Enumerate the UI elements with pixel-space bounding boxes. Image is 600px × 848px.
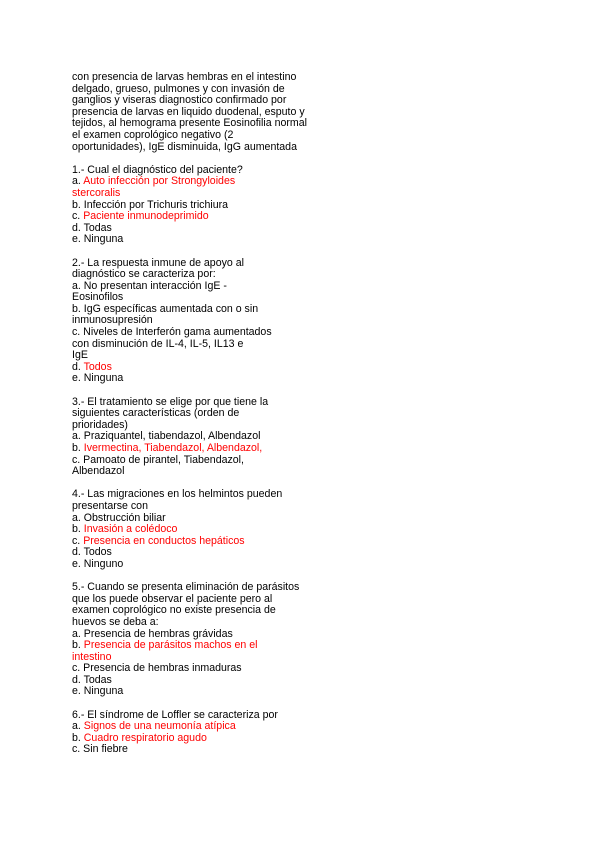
question-text: 5.- Cuando se presenta eliminación de parásitos <box>72 581 300 594</box>
question-text: 1.- Cual el diagnóstico del paciente? <box>72 163 243 176</box>
answer-option: diagnóstico se caracteriza por: <box>72 268 216 281</box>
answer-option: e. Ninguna <box>72 685 124 698</box>
case-description <box>72 72 334 153</box>
answer-option: a. Obstrucción biliar <box>72 511 166 524</box>
option-letter: c. <box>72 210 84 223</box>
question-text: 6.- El síndrome de Loffler se caracteriza por <box>72 708 278 721</box>
question-block <box>72 258 334 386</box>
question-text: 4.- Las migraciones en los helmintos pueden <box>72 488 283 501</box>
highlighted-answer: Invasión a colédoco <box>83 523 178 536</box>
answer-option-marked <box>72 211 334 223</box>
answer-option-marked: intestino <box>72 650 112 663</box>
question-block <box>72 710 334 756</box>
question-text: 2.- La respuesta inmune de apoyo al <box>72 256 244 269</box>
case-description-line: oportunidades), IgE disminuida, IgG aumentada <box>72 140 297 153</box>
case-description-line: presencia de larvas en liquido duodenal, esputo y <box>72 105 305 118</box>
answer-option: presentarse con <box>72 499 148 512</box>
highlighted-answer: Paciente inmunodeprimido <box>83 210 209 223</box>
option-letter: a. <box>72 720 84 733</box>
answer-option: e. Ninguna <box>72 233 124 246</box>
case-description-line: tejidos, al hemograma presente Eosinofilia normal <box>72 117 307 130</box>
question-text: 3.- El tratamiento se elige por que tiene la <box>72 395 269 408</box>
answer-option: c. Pamoato de pirantel, Tiabendazol, <box>72 453 244 466</box>
case-description-line: el examen coprológico negativo (2 <box>72 128 234 141</box>
highlighted-answer: Auto infección por Strongyloides <box>83 175 236 188</box>
highlighted-answer: Todos <box>83 360 112 373</box>
option-letter: a. <box>72 175 84 188</box>
answer-option: b. Infección por Trichuris trichiura <box>72 198 229 211</box>
highlighted-answer: Ivermectina, Tiabendazol, Albendazol, <box>83 442 263 454</box>
question-list <box>72 165 334 756</box>
answer-option: d. Todos <box>72 546 112 559</box>
answer-option: Albendazol <box>72 465 125 478</box>
option-letter: b. <box>72 523 84 536</box>
highlighted-answer: Presencia de parásitos machos en el <box>83 639 258 652</box>
highlighted-answer: Cuadro respiratorio agudo <box>83 731 207 744</box>
highlighted-answer: Presencia en conductos hepáticos <box>83 534 245 547</box>
case-description-line: ganglios y viseras diagnostico confirmado por <box>72 94 287 107</box>
answer-option: que los puede observar el paciente pero al <box>72 592 273 605</box>
answer-option: b. IgG específicas aumentada con o sin <box>72 302 259 315</box>
answer-option: d. Todas <box>72 221 112 234</box>
answer-option: a. No presentan interacción IgE - <box>72 279 227 292</box>
option-letter: b. <box>72 639 84 652</box>
answer-option: a. Presencia de hembras grávidas <box>72 627 233 640</box>
question-block <box>72 165 334 246</box>
answer-option: inmunosupresión <box>72 314 153 327</box>
answer-option: huevos se deba a: <box>72 615 159 628</box>
answer-option-marked <box>72 640 334 652</box>
answer-option: siguientes características (orden de <box>72 407 240 420</box>
option-letter: c. <box>72 534 84 547</box>
answer-option-marked <box>72 443 334 455</box>
question-block <box>72 489 334 570</box>
answer-option: d. Todas <box>72 673 112 686</box>
question-block <box>72 397 334 478</box>
answer-option: e. Ninguna <box>72 372 124 385</box>
document-page <box>72 72 334 768</box>
answer-option: con disminución de IL-4, IL-5, IL13 e <box>72 337 244 350</box>
answer-option: c. Presencia de hembras inmaduras <box>72 662 242 675</box>
answer-option: c. Niveles de Interferón gama aumentados <box>72 326 272 339</box>
case-description-line: delgado, grueso, pulmones y con invasión de <box>72 82 285 95</box>
option-letter: b. <box>72 731 84 744</box>
answer-option: IgE <box>72 349 88 362</box>
case-description-line: con presencia de larvas hembras en el intestino <box>72 71 297 83</box>
answer-option: prioridades) <box>72 418 128 431</box>
answer-option: Eosinofilos <box>72 291 124 304</box>
highlighted-answer: Signos de una neumonía atípica <box>83 720 236 733</box>
answer-option: a. Praziquantel, tiabendazol, Albendazol <box>72 430 261 443</box>
option-letter: b. <box>72 442 84 454</box>
answer-option-marked: stercoralis <box>72 186 121 199</box>
option-letter: d. <box>72 360 84 373</box>
answer-option: c. Sin fiebre <box>72 743 128 756</box>
answer-option: examen coprológico no existe presencia de <box>72 604 276 617</box>
question-block <box>72 582 334 698</box>
answer-option: e. Ninguno <box>72 557 124 570</box>
